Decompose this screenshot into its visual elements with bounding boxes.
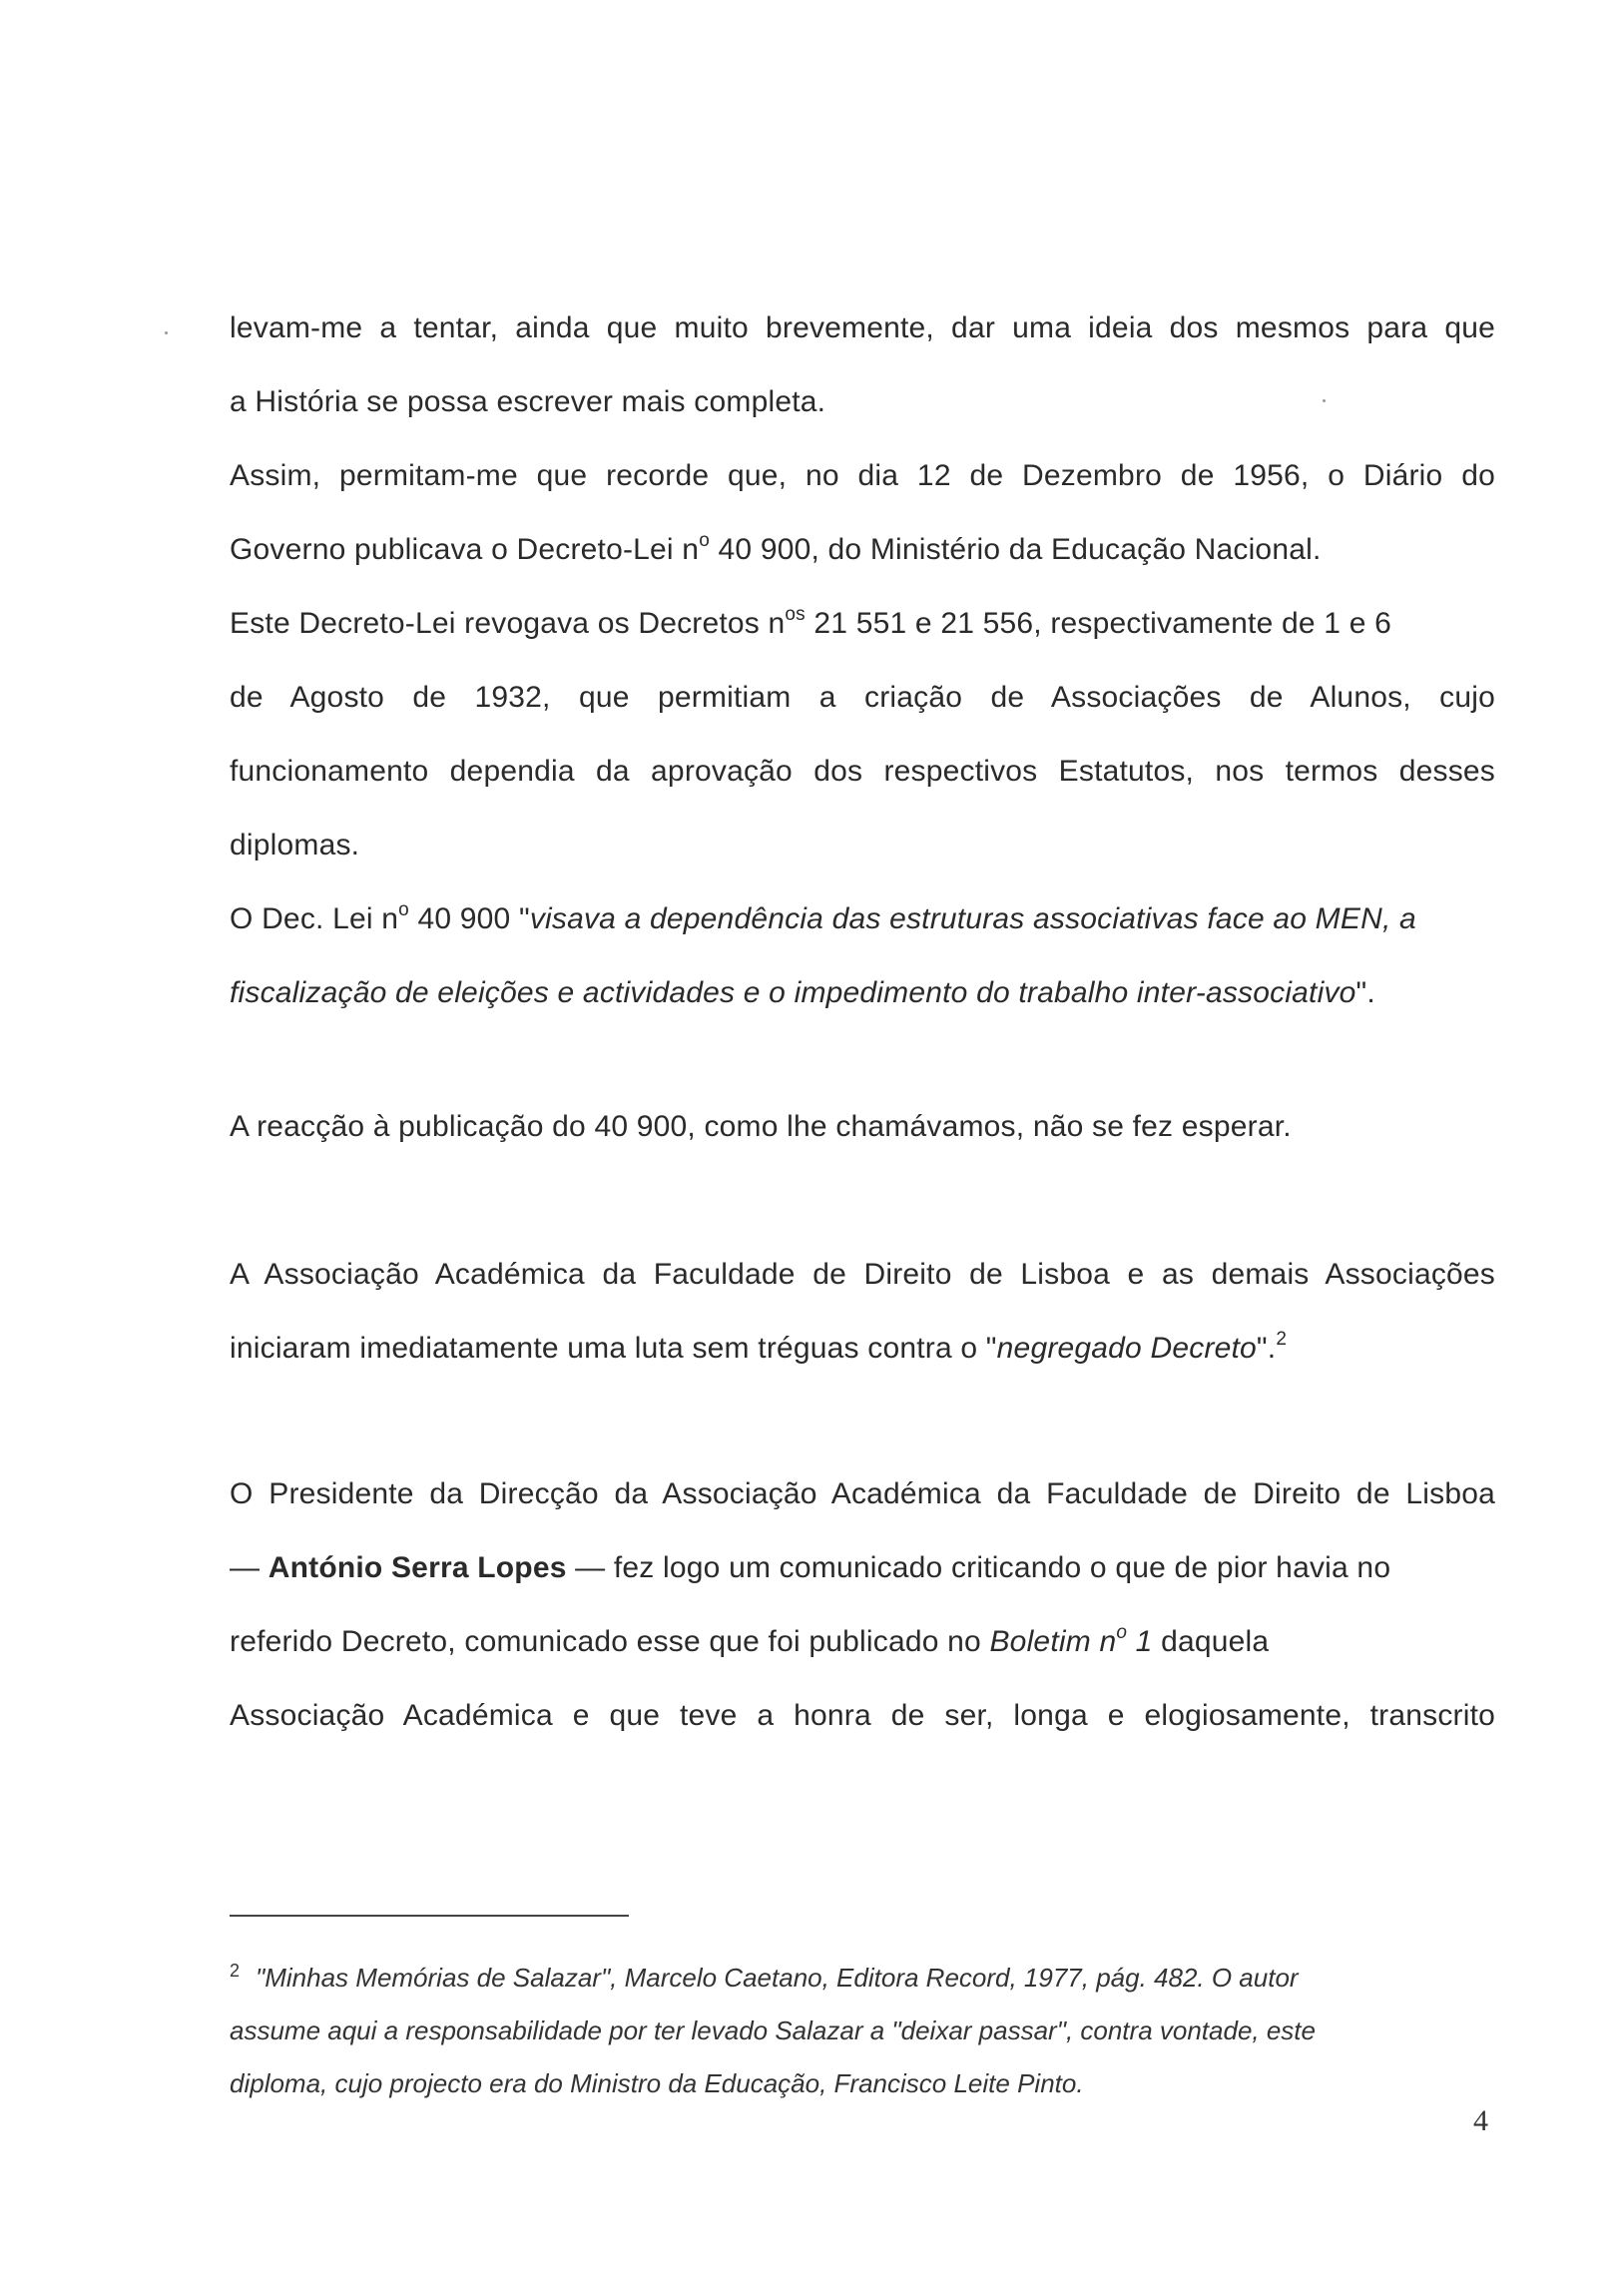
superscript: os xyxy=(785,604,806,625)
text-line: A Associação Académica da Faculdade de Direito de Lisboa e as demais Associações xyxy=(230,1258,1495,1291)
text-line: a História se possa escrever mais completa. xyxy=(230,385,826,418)
paragraph-3 xyxy=(230,587,1495,882)
text-line xyxy=(230,956,1495,1030)
scan-speck xyxy=(165,331,168,334)
text-line xyxy=(230,882,1495,956)
text-run: — xyxy=(230,1551,269,1584)
text-run: 21 551 e 21 556, respectivamente de 1 e 6 xyxy=(805,607,1392,640)
text-line: levam-me a tentar, ainda que muito brevemente, dar uma ideia dos mesmos para que xyxy=(230,311,1495,344)
text-run: daquela xyxy=(1152,1625,1270,1658)
paragraph-1 xyxy=(230,291,1495,439)
text-run: 40 900, do Ministério da Educação Nacional. xyxy=(709,533,1322,566)
footnote-text: "Minhas Memórias de Salazar", Marcelo Caetano, Editora Record, 1977, pág. 482. O autor xyxy=(256,1963,1299,1993)
text-line: Associação Académica e que teve a honra de ser, longa e elogiosamente, transcrito xyxy=(230,1699,1495,1732)
footnote-divider xyxy=(230,1915,629,1917)
text-line: diplomas. xyxy=(230,829,360,861)
paragraph-2 xyxy=(230,439,1495,587)
publication-italic: Boletim n xyxy=(989,1625,1117,1658)
publication-italic: 1 xyxy=(1127,1625,1153,1658)
text-line xyxy=(230,1312,1495,1386)
quotation-italic: visava a dependência das estruturas associativas face ao MEN, a xyxy=(529,902,1416,935)
text-run: 40 900 " xyxy=(408,902,530,935)
text-line: Assim, permitam-me que recorde que, no dia 12 de Dezembro de 1956, o Diário do xyxy=(230,459,1495,492)
text-line: de Agosto de 1932, que permitiam a criação de Associações de Alunos, cujo xyxy=(230,681,1495,714)
superscript: o xyxy=(699,530,710,551)
text-line xyxy=(230,587,1495,661)
page-number: 4 xyxy=(1473,2104,1488,2137)
superscript: o xyxy=(398,899,409,920)
footnote xyxy=(230,1952,1495,2110)
text-line xyxy=(230,1531,1495,1605)
text-line xyxy=(230,513,1495,587)
text-run: Este Decreto-Lei revogava os Decretos n xyxy=(230,607,786,640)
text-run: O Dec. Lei n xyxy=(230,902,399,935)
text-run: ". xyxy=(1256,1332,1277,1365)
text-line: O Presidente da Direcção da Associação Académica da Faculdade de Direito de Lisboa xyxy=(230,1477,1495,1510)
quotation-italic: negregado Decreto xyxy=(996,1332,1257,1365)
quotation-italic: fiscalização de eleições e actividades e o impedimento do trabalho inter-associativo xyxy=(230,976,1356,1009)
paragraph-4 xyxy=(230,882,1495,1030)
footnote-line: diploma, cujo projecto era do Ministro da Educação, Francisco Leite Pinto. xyxy=(230,2068,1084,2098)
text-line xyxy=(230,1605,1495,1679)
paragraph-5 xyxy=(230,1090,1495,1164)
superscript: o xyxy=(1116,1622,1128,1643)
footnote-marker: 2 xyxy=(230,1961,241,1981)
text-line: A reacção à publicação do 40 900, como lhe chamávamos, não se fez esperar. xyxy=(230,1110,1292,1143)
text-run: — fez logo um comunicado criticando o que de pior havia no xyxy=(566,1551,1391,1584)
text-run: referido Decreto, comunicado esse que foi publicado no xyxy=(230,1625,990,1658)
text-run: iniciaram imediatamente uma luta sem tréguas contra o " xyxy=(230,1332,997,1365)
paragraph-7 xyxy=(230,1457,1495,1753)
footnote-line xyxy=(230,1952,1495,2005)
text-run: Governo publicava o Decreto-Lei n xyxy=(230,533,700,566)
text-line: funcionamento dependia da aprovação dos respectivos Estatutos, nos termos desses xyxy=(230,755,1495,788)
footnote-reference[interactable]: 2 xyxy=(1276,1329,1288,1350)
footnote-line: assume aqui a responsabilidade por ter levado Salazar a "deixar passar", contra vontade, este xyxy=(230,2015,1316,2045)
person-name-bold: António Serra Lopes xyxy=(268,1551,567,1584)
text-run: ". xyxy=(1355,976,1375,1009)
paragraph-6 xyxy=(230,1238,1495,1386)
